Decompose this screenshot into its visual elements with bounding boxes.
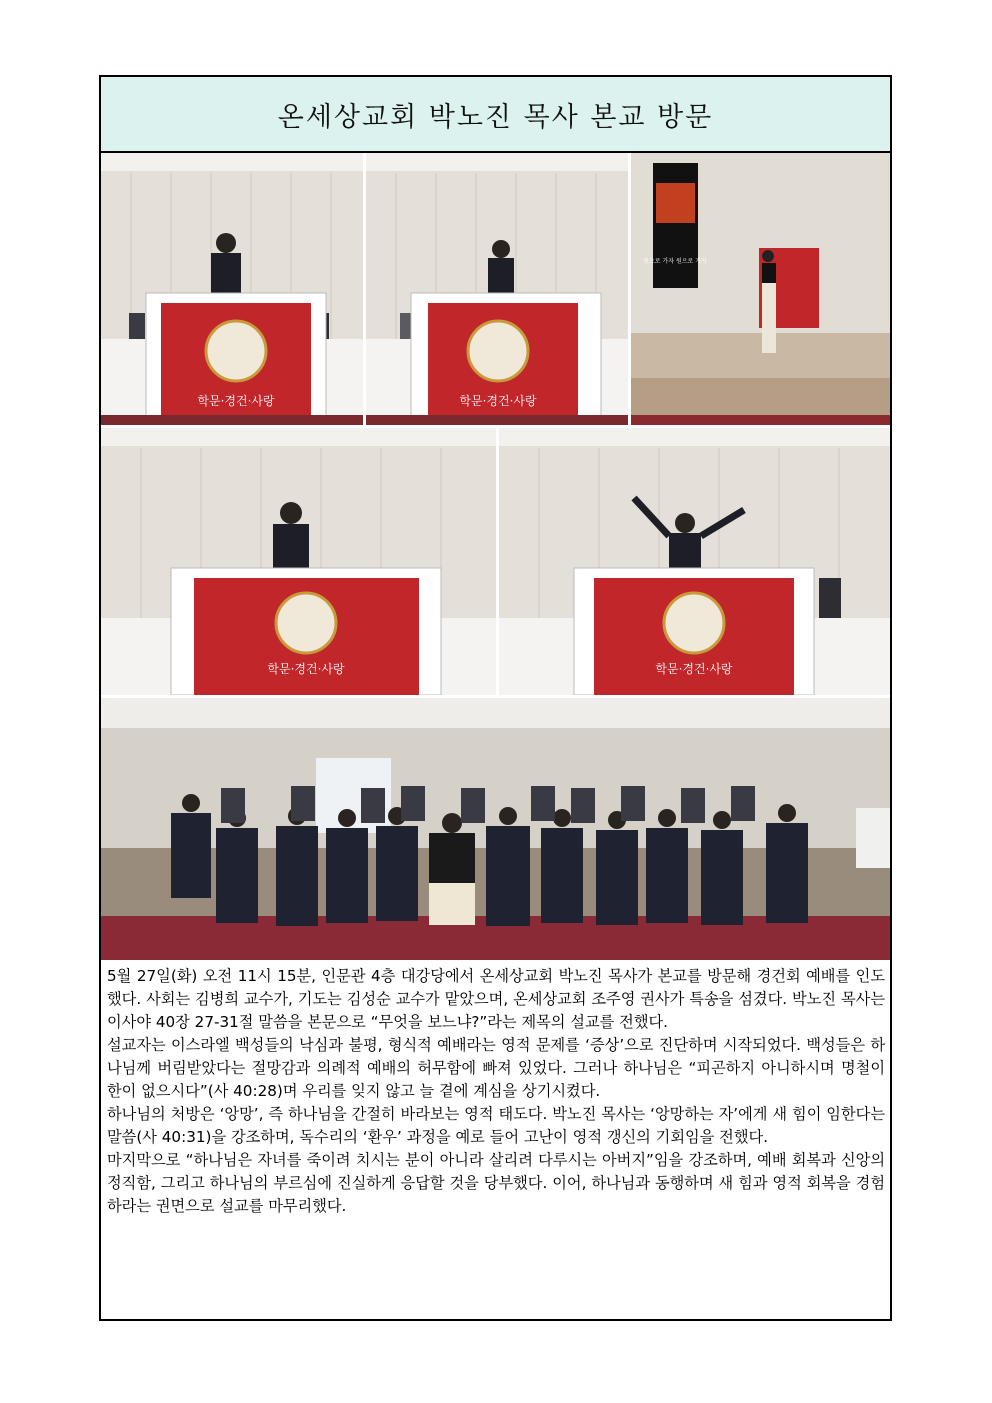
- photo-preacher-1: [101, 428, 496, 695]
- photo-speaker-1: [101, 153, 363, 425]
- photo-special-song: [631, 153, 890, 425]
- podium-motto: 학문·경건·사랑: [267, 662, 345, 676]
- title-bar: [101, 77, 890, 153]
- paragraph: 하나님의 처방은 ‘앙망’, 즉 하나님을 간절히 바라보는 영적 태도다. 박노진 목사는 ‘앙망하는 자’에게 새 힘이 임한다는 말씀(사 40:31)을 강조하며, 독수리의 ‘환우’ 과정을 예로 들어 고난이 영적 갱신의 기회임을 전했다.: [107, 1105, 885, 1146]
- photo-group: [101, 698, 890, 960]
- article-title: 온세상교회 박노진 목사 본교 방문: [277, 101, 714, 133]
- photo-speaker-2: [366, 153, 628, 425]
- podium-motto: 학문·경건·사랑: [655, 662, 733, 676]
- paragraph: 5월 27일(화) 오전 11시 15분, 인문관 4층 대강당에서 온세상교회 박노진 목사가 본교를 방문해 경건회 예배를 인도했다. 사회는 김병희 교수가, 기도는 김성순 교수가 맡았으며, 온세상교회 조주영 권사가 특송을 섬겼다. 박노진 목사는 이사야 40장 27-31절 말씀을 본문으로 “무엇을 보느냐?”라는 제목의 설교를 전했다.: [107, 967, 885, 1031]
- screen-caption: 원으로 가자 원으로 가자: [643, 258, 707, 265]
- article-frame: [99, 75, 892, 1321]
- article-body: [107, 965, 885, 1218]
- paragraph: 마지막으로 “하나님은 자녀를 죽이려 치시는 분이 아니라 살리려 다루시는 아버지”임을 강조하며, 예배 회복과 신앙의 정직함, 그리고 하나님의 부르심에 진실하게 응답할 것을 당부했다. 이어, 하나님과 동행하며 새 힘과 영적 회복을 경험하라는 권면으로 설교를 마무리했다.: [107, 1151, 885, 1215]
- photo-preacher-2: [499, 428, 890, 695]
- podium-motto: 학문·경건·사랑: [459, 394, 537, 408]
- paragraph: 설교자는 이스라엘 백성들의 낙심과 불평, 형식적 예배라는 영적 문제를 ‘증상’으로 진단하며 시작되었다. 백성들은 하나님께 버림받았다는 절망감과 의례적 예배의 허무함에 빠져 있었다. 그러나 하나님은 “피곤하지 아니하시며 명철이 한이 없으시다”(사 40:28)며 우리를 잊지 않고 늘 곁에 계심을 상기시켰다.: [107, 1036, 885, 1100]
- podium-motto: 학문·경건·사랑: [197, 394, 275, 408]
